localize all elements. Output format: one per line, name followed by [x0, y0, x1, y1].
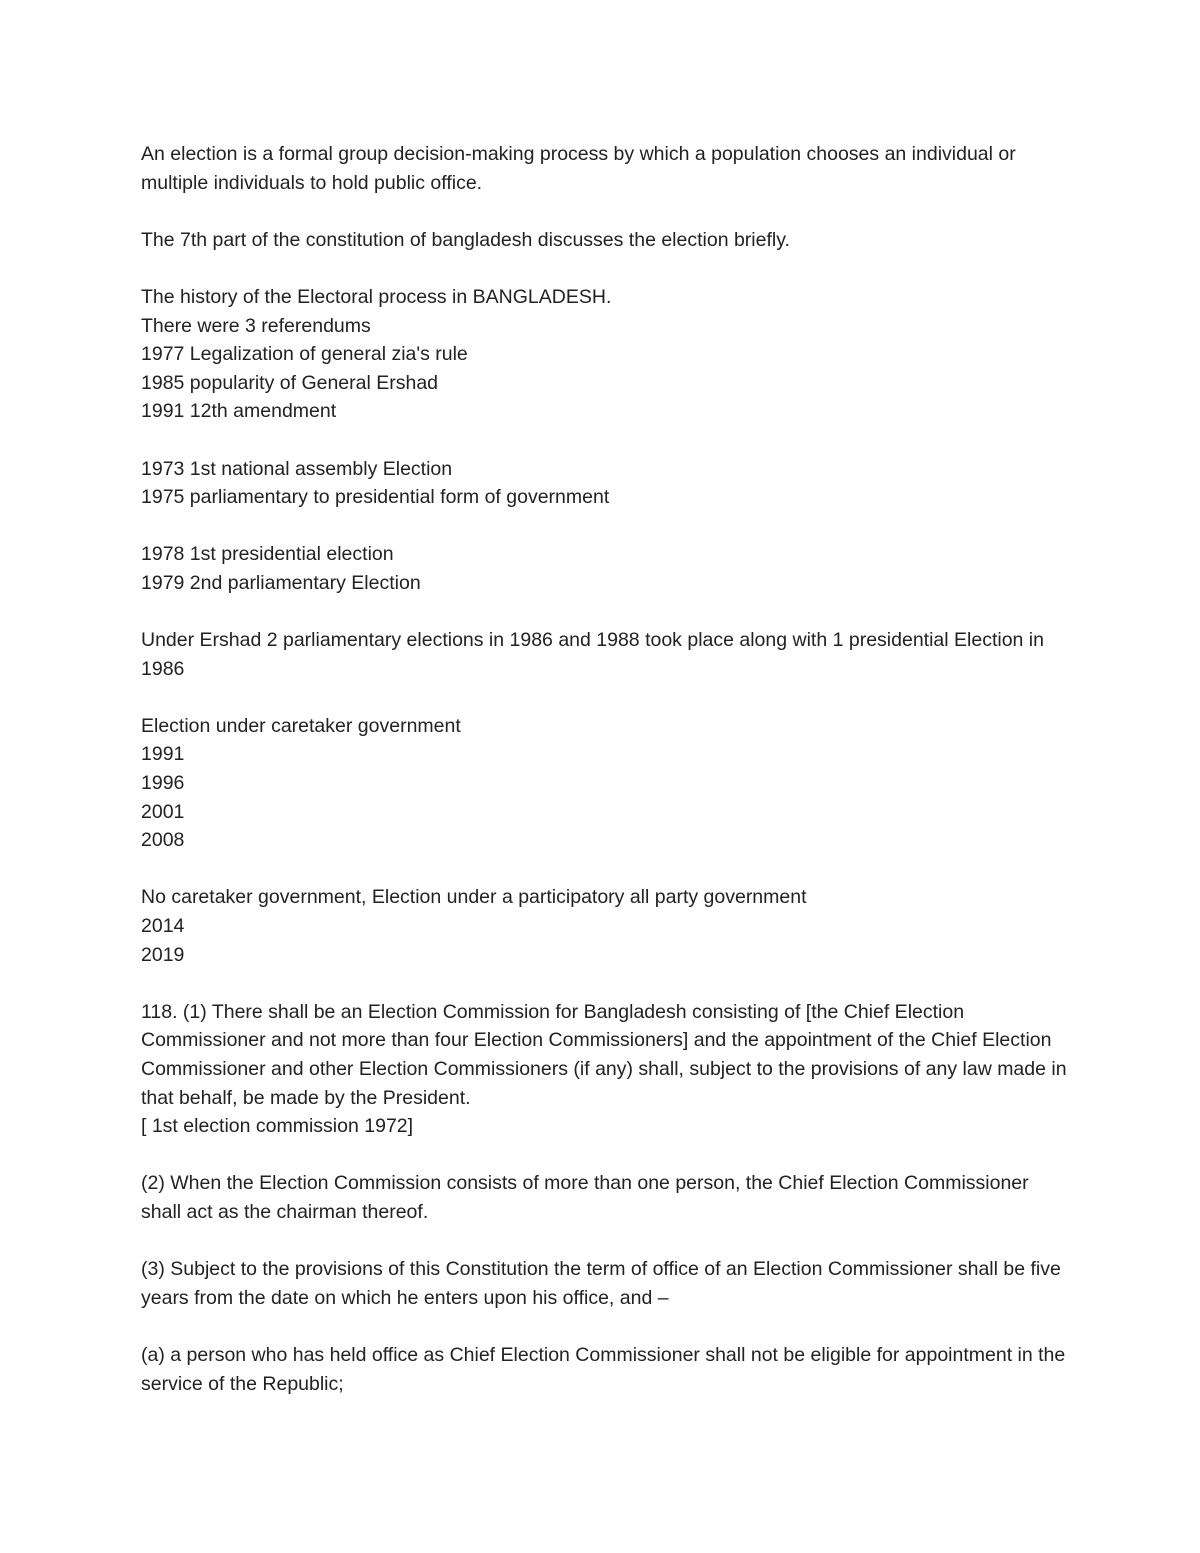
- history-section: [141, 283, 1071, 426]
- later-events-list: [141, 540, 1071, 597]
- article-118-clause-3a: (a) a person who has held office as Chief Election Commissioner shall not be eligible for appointment in the service of the Republic;: [141, 1343, 1066, 1395]
- article-118-clause-2: (2) When the Election Commission consists of more than one person, the Chief Election Commissioner shall act as the chairman thereof.: [141, 1172, 1029, 1223]
- early-events-list: [141, 455, 1071, 512]
- event-item: 1979 2nd parliamentary Election: [141, 571, 421, 594]
- event-item: 1973 1st national assembly Election: [141, 457, 453, 480]
- referendums-heading: There were 3 referendums: [141, 314, 371, 337]
- clause-1-note: [ 1st election commission 1972]: [141, 1115, 414, 1138]
- intro-paragraph: An election is a formal group decision-making process by which a population chooses an individual or multiple individuals to hold public office.: [141, 143, 1016, 194]
- article-118-clause-3: (3) Subject to the provisions of this Constitution the term of office of an Election Commissioner shall be five years from the date on which he enters upon his office, and –: [141, 1258, 1061, 1309]
- event-item: 1978 1st presidential election: [141, 543, 394, 566]
- referendum-item: 1985 popularity of General Ershad: [141, 371, 439, 394]
- year-item: 1991: [141, 743, 185, 766]
- history-heading: The history of the Electoral process in BANGLADESH.: [141, 285, 612, 308]
- year-item: 2001: [141, 800, 185, 823]
- article-118-clause-1: [141, 998, 1071, 1141]
- constitution-note: The 7th part of the constitution of bangladesh discusses the election briefly.: [141, 228, 790, 251]
- caretaker-section: [141, 712, 1071, 855]
- no-caretaker-heading: No caretaker government, Election under a participatory all party government: [141, 886, 807, 909]
- year-item: 2008: [141, 829, 185, 852]
- year-item: 2014: [141, 915, 185, 938]
- year-item: 2019: [141, 943, 185, 966]
- clause-1-text: 118. (1) There shall be an Election Commission for Bangladesh consisting of [the Chief Election Commissioner and not more than four Election Commissioners] and the appointment of the Chief Election Commissioner and other Election Commissioners (if any) shall, subject to the provisions of any law made in that behalf, be made by the President.: [141, 1000, 1067, 1109]
- year-item: 1996: [141, 772, 185, 795]
- caretaker-heading: Election under caretaker government: [141, 714, 461, 737]
- referendum-item: 1991 12th amendment: [141, 400, 337, 423]
- referendum-item: 1977 Legalization of general zia's rule: [141, 343, 468, 366]
- document-page: [141, 140, 1071, 1427]
- event-item: 1975 parliamentary to presidential form of government: [141, 486, 610, 509]
- no-caretaker-section: [141, 883, 1071, 969]
- ershad-note: Under Ershad 2 parliamentary elections in 1986 and 1988 took place along with 1 presidential Election in 1986: [141, 629, 1044, 680]
